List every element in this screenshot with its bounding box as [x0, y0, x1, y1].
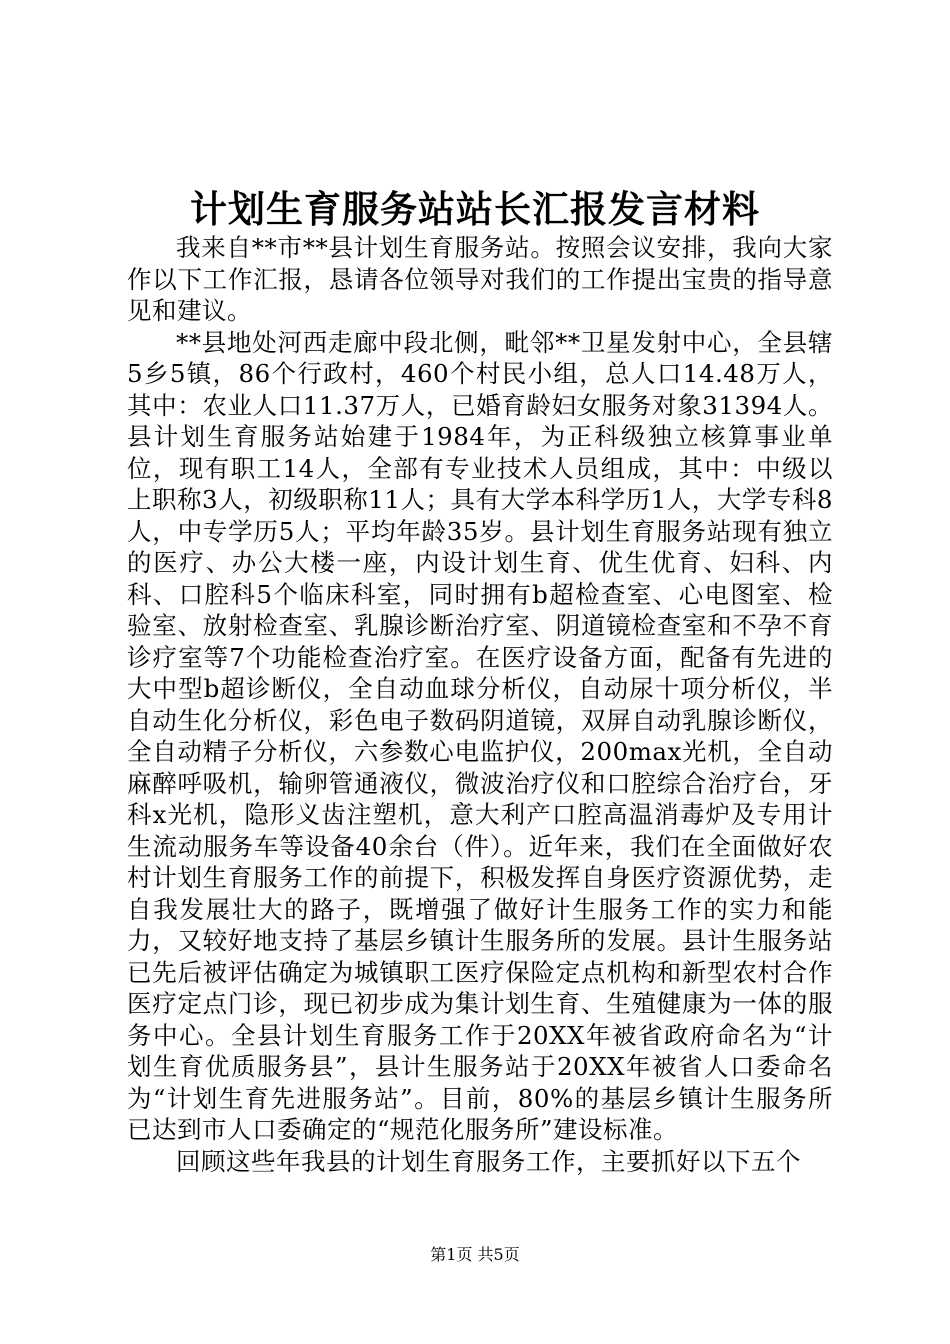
paragraph-review: 回顾这些年我县的计划生育服务工作，主要抓好以下五个 — [176, 1146, 801, 1176]
document-body — [127, 232, 833, 1177]
paragraph-county-overview: **县地处河西走廊中段北侧，毗邻**卫星发射中心，全县辖5乡5镇，86个行政村，460个村民小组，总人口14.48万人，其中：农业人口11.37万人，已婚育龄妇女服务对象31394人。县计划生育服务站始建于1984年，为正科级独立核算事业单位，现有职工14人，全部有专业技术人员组成，其中：中级以上职称3人，初级职称11人；具有大学本科学历1人，大学专科8人，中专学历5人；平均年龄35岁。县计划生育服务站现有独立的医疗、办公大楼一座，内设计划生育、优生优育、妇科、内科、口腔科5个临床科室，同时拥有b超检查室、心电图室、检验室、放射检查室、乳腺诊断治疗室、阴道镜检查室和不孕不育诊疗室等7个功能检查治疗室。在医疗设备方面，配备有先进的大中型b超诊断仪，全自动血球分析仪，自动尿十项分析仪，半自动生化分析仪，彩色电子数码阴道镜，双屏自动乳腺诊断仪，全自动精子分析仪，六参数心电监护仪，200max光机，全自动麻醉呼吸机，输卵管通液仪，微波治疗仪和口腔综合治疗台，牙科x光机，隐形义齿注塑机，意大利产口腔高温消毒炉及专用计生流动服务车等设备40余台（件）。近年来，我们在全面做好农村计划生育服务工作的前提下，积极发挥自身医疗资源优势，走自我发展壮大的路子，既增强了做好计生服务工作的实力和能力，又较好地支持了基层乡镇计生服务所的发展。县计生服务站已先后被评估确定为城镇职工医疗保险定点机构和新型农村合作医疗定点门诊，现已初步成为集计划生育、生殖健康为一体的服务中心。全县计划生育服务工作于20XX年被省政府命名为“计划生育优质服务县”，县计生服务站于20XX年被省人口委命名为“计划生育先进服务站”。目前，80%的基层乡镇计生服务所已达到市人口委确定的“规范化服务所”建设标准。 — [127, 327, 833, 1144]
page-number: 第1页 共5页 — [430, 1245, 520, 1264]
paragraph-intro: 我来自**市**县计划生育服务站。按照会议安排，我向大家作以下工作汇报，恳请各位领导对我们的工作提出宝贵的指导意见和建议。 — [127, 233, 833, 325]
document-title: 计划生育服务站站长汇报发言材料 — [190, 187, 760, 231]
